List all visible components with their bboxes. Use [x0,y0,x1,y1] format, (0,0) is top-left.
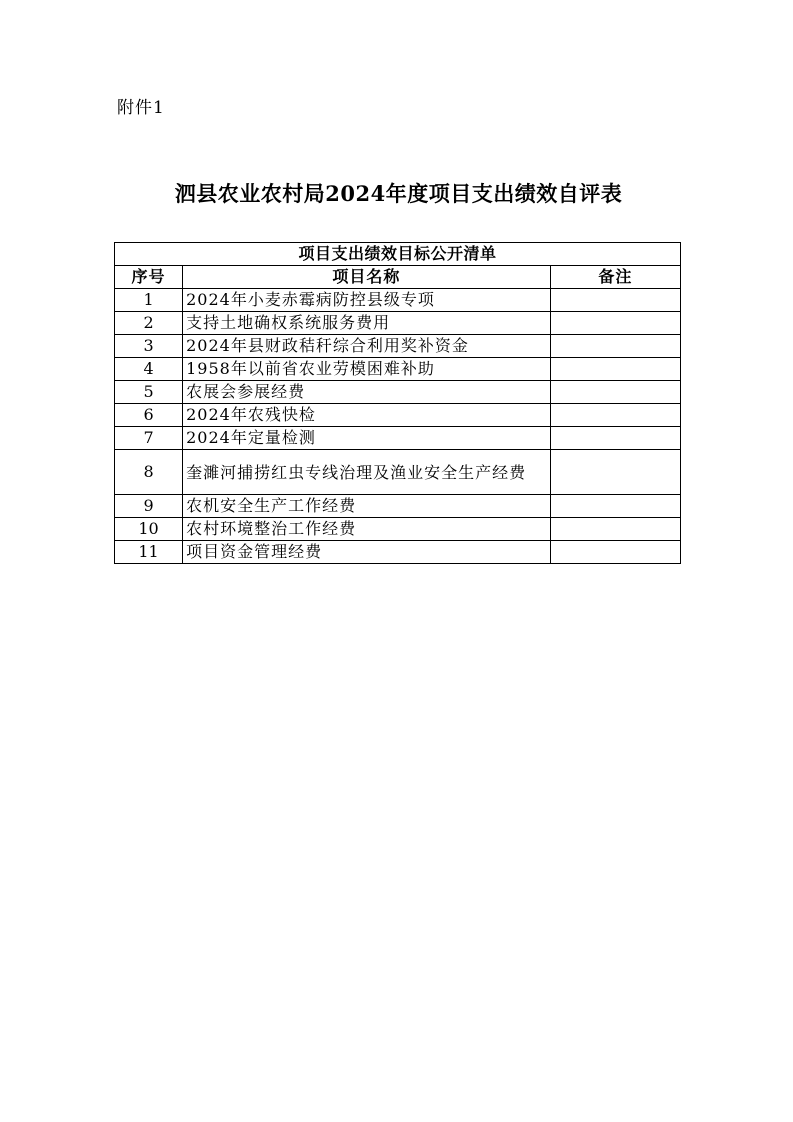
row-seq: 5 [115,381,183,404]
row-note [550,289,680,312]
row-note [550,541,680,564]
row-project-name: 农机安全生产工作经费 [183,495,551,518]
row-seq: 4 [115,358,183,381]
row-seq: 9 [115,495,183,518]
row-note [550,381,680,404]
table-row [115,427,681,450]
row-project-name: 2024年小麦赤霉病防控县级专项 [183,289,551,312]
row-note [550,312,680,335]
row-note [550,335,680,358]
row-seq: 11 [115,541,183,564]
row-note [550,358,680,381]
table-row [115,450,681,495]
row-project-name: 2024年县财政秸秆综合利用奖补资金 [183,335,551,358]
table-row [115,289,681,312]
row-project-name: 农村环境整治工作经费 [183,518,551,541]
row-project-name: 奎濉河捕捞红虫专线治理及渔业安全生产经费 [183,450,551,495]
column-header-name: 项目名称 [183,266,551,289]
row-project-name: 支持土地确权系统服务费用 [183,312,551,335]
row-seq: 8 [115,450,183,495]
table-header-row [115,266,681,289]
table-row [115,541,681,564]
table-caption: 项目支出绩效目标公开清单 [115,243,681,266]
row-note [550,404,680,427]
row-note [550,518,680,541]
row-note [550,427,680,450]
table-row [115,495,681,518]
table-row [115,335,681,358]
table-row [115,404,681,427]
row-seq: 10 [115,518,183,541]
attachment-label: 附件1 [117,98,165,118]
table-row [115,312,681,335]
row-seq: 7 [115,427,183,450]
row-project-name: 农展会参展经费 [183,381,551,404]
column-header-note: 备注 [550,266,680,289]
performance-table [114,242,681,564]
row-seq: 1 [115,289,183,312]
column-header-seq: 序号 [115,266,183,289]
row-project-name: 项目资金管理经费 [183,541,551,564]
table-caption-row [115,243,681,266]
row-note [550,495,680,518]
document-title: 泗县农业农村局2024年度项目支出绩效自评表 [174,181,623,206]
row-project-name: 1958年以前省农业劳模困难补助 [183,358,551,381]
row-seq: 3 [115,335,183,358]
row-project-name: 2024年定量检测 [183,427,551,450]
table-row [115,358,681,381]
row-seq: 2 [115,312,183,335]
table-row [115,518,681,541]
row-note [550,450,680,495]
table-row [115,381,681,404]
row-project-name: 2024年农残快检 [183,404,551,427]
row-seq: 6 [115,404,183,427]
